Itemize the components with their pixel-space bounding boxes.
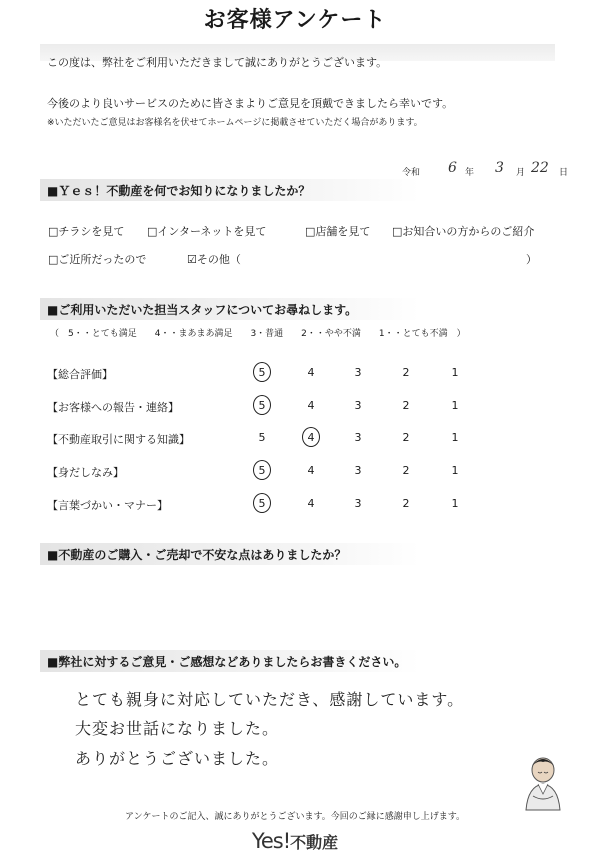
option-referral[interactable]: □お知合いの方からのご紹介 <box>392 225 535 238</box>
option-other-close: ） <box>526 253 537 266</box>
bowing-staff-icon <box>518 750 568 814</box>
rating-scale-legend: （ 5・・とても満足 4・・まあまあ満足 3・普通 2・・やや不満 1・・とても不満 ） <box>50 329 466 339</box>
day-label: 日 <box>559 168 569 178</box>
selected-rating-circle <box>253 493 271 513</box>
rating-option[interactable]: 4 <box>307 497 315 510</box>
rating-option[interactable]: 2 <box>402 497 410 510</box>
rating-option[interactable]: 3 <box>354 431 362 444</box>
answer-line-2: 大変お世話になりました。 <box>75 719 280 738</box>
company-logo <box>0 829 590 853</box>
selected-rating-circle <box>302 427 320 447</box>
rating-option[interactable]: 3 <box>354 464 362 477</box>
rating-option[interactable]: 2 <box>402 399 410 412</box>
rating-option[interactable]: 3 <box>354 497 362 510</box>
intro-line-2: 今後のより良いサービスのために皆さまよりご意見を頂戴できましたら幸いです。 <box>47 97 454 110</box>
rating-option[interactable]: 1 <box>451 497 459 510</box>
rating-option[interactable]: 5 <box>258 399 266 412</box>
footer-message: アンケートのご記入、誠にありがとうございます。今回のご縁に感謝申し上げます。 <box>124 812 466 822</box>
rating-option[interactable]: 4 <box>307 366 315 379</box>
rating-option[interactable]: 2 <box>402 464 410 477</box>
rating-label: 【身だしなみ】 <box>47 466 124 479</box>
era-label: 令和 <box>402 168 421 178</box>
year-label: 年 <box>465 168 475 178</box>
rating-option[interactable]: 2 <box>402 366 410 379</box>
rating-option[interactable]: 1 <box>451 431 459 444</box>
selected-rating-circle <box>253 395 271 415</box>
rating-option[interactable]: 1 <box>451 366 459 379</box>
rating-option[interactable]: 3 <box>354 399 362 412</box>
date-field[interactable] <box>395 160 575 180</box>
rating-label: 【不動産取引に関する知識】 <box>47 433 190 446</box>
rating-option[interactable]: 5 <box>258 366 266 379</box>
month-value: 3 <box>495 160 504 176</box>
year-value: 6 <box>448 160 457 176</box>
rating-label: 【お客様への報告・連絡】 <box>47 401 179 414</box>
rating-option[interactable]: 5 <box>258 497 266 510</box>
selected-rating-circle <box>253 460 271 480</box>
intro-line-1: この度は、弊社をご利用いただきまして誠にありがとうございます。 <box>47 56 388 69</box>
rating-option[interactable]: 3 <box>354 366 362 379</box>
option-neighborhood[interactable]: □ご近所だったので <box>48 253 147 266</box>
logo-fudosan: 不動産 <box>290 833 339 852</box>
page-title: お客様アンケート <box>203 8 387 33</box>
q3-heading: ■不動産のご購入・ご売却で不安な点はありましたか？ <box>47 548 347 562</box>
option-other[interactable]: ☑その他（ <box>187 253 241 266</box>
option-internet[interactable]: □インターネットを見て <box>147 225 267 238</box>
logo-yes: Yes! <box>251 829 291 853</box>
intro-note: ※いただいたご意見はお客様名を伏せてホームページに掲載させていただく場合があります。 <box>47 118 423 128</box>
rating-option[interactable]: 1 <box>451 464 459 477</box>
rating-label: 【総合評価】 <box>47 368 113 381</box>
day-value: 22 <box>531 160 549 176</box>
option-flyer[interactable]: □チラシを見て <box>48 225 125 238</box>
rating-option[interactable]: 2 <box>402 431 410 444</box>
q1-heading: ■Ｙｅｓ！不動産を何でお知りになりましたか？ <box>47 184 311 198</box>
q2-heading: ■ご利用いただいた担当スタッフについてお尋ねします。 <box>47 303 358 317</box>
rating-label: 【言葉づかい・マナー】 <box>47 499 168 512</box>
selected-rating-circle <box>253 362 271 382</box>
rating-option[interactable]: 4 <box>307 464 315 477</box>
option-store[interactable]: □店舗を見て <box>305 225 371 238</box>
q4-heading: ■弊社に対するご意見・ご感想などありましたらお書きください。 <box>47 655 407 669</box>
rating-option[interactable]: 4 <box>307 431 315 444</box>
answer-line-1: とても親身に対応していただき、感謝しています。 <box>75 690 465 709</box>
rating-option[interactable]: 5 <box>258 464 266 477</box>
rating-option[interactable]: 4 <box>307 399 315 412</box>
answer-line-3: ありがとうございました。 <box>75 749 280 768</box>
month-label: 月 <box>516 168 526 178</box>
rating-option[interactable]: 1 <box>451 399 459 412</box>
rating-option[interactable]: 5 <box>258 431 266 444</box>
